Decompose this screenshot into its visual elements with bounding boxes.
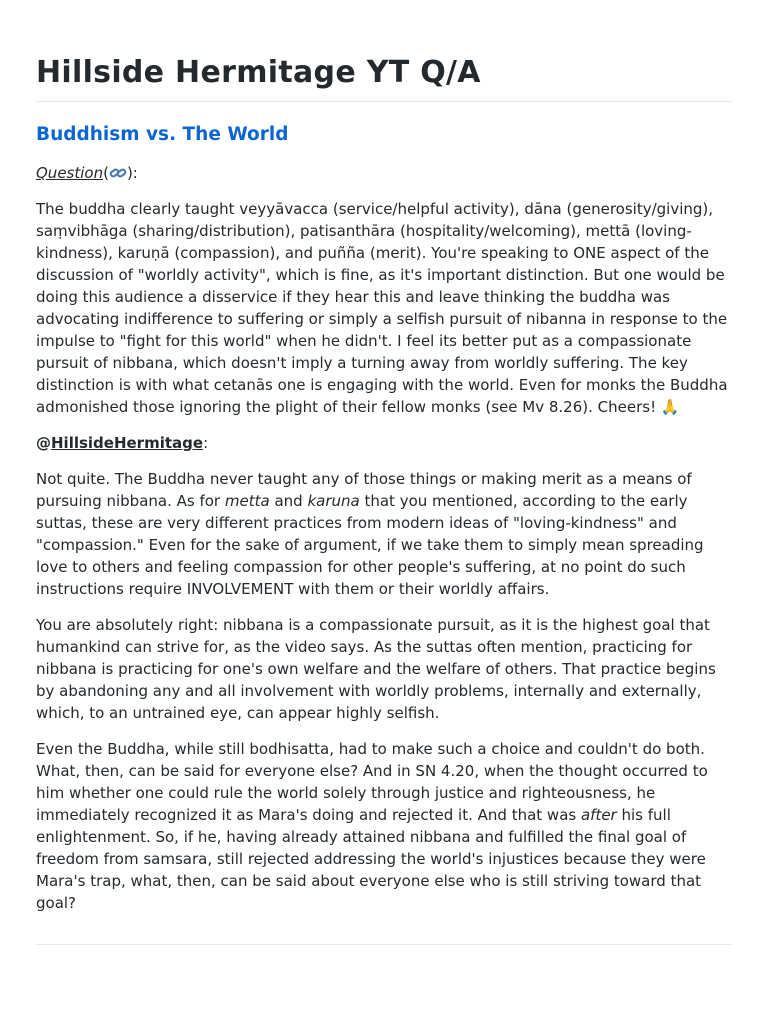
answer-paragraph-2: You are absolutely right: nibbana is a compassionate pursuit, as it is the highest goal that humankind can strive for, as the video says. As the suttas often mention, practicing for nibbana is practicing for one's own welfare and the welfare of others. That practice begins by abandoning any and all involvement with worldly problems, internally and externally, which, to an untrained eye, can appear highly selfish.: [36, 616, 716, 722]
title-divider: [36, 101, 732, 102]
answer-paragraph-1: [36, 468, 732, 600]
answer-p3-emphasis-after: after: [580, 806, 617, 824]
question-link[interactable]: Question: [36, 164, 104, 182]
handle-colon: :: [203, 434, 209, 452]
question-label-line: [36, 162, 732, 184]
handle-name[interactable]: HillsideHermitage: [51, 434, 204, 452]
question-text: The buddha clearly taught veyyāvacca (service/helpful activity), dāna (generosity/giving), saṃvibhāga (sharing/distribution), patisanthāra (hospitality/welcoming), mettā (loving-kindness), karuṇā (compassion), and puñña (merit). You're speaking to ONE aspect of the discussion of "worldly activity", which is fine, as it's important distinction. But one would be doing this audience a disservice if they hear this and leave thinking the buddha was advocating indifference to suffering or simply a selfish pursuit of nibanna in response to the impulse to "fight for this world" when he didn't. I feel its better put as a compassionate pursuit of nibbana, which doesn't imply a turning away from worldly suffering. The key distinction is with what cetanās one is engaging with the world. Even for monks the Buddha admonished those ignoring the plight of their fellow monks (see Mv 8.26). Cheers! 🙏: [36, 200, 728, 416]
answer-p1-text-b: and: [269, 492, 308, 510]
answer-p1-text-c: that you mentioned, according to the early suttas, these are very different practices from modern ideas of "loving-kindness" and "compassion." Even for the sake of argument, if we take them to simply mean spreading love to others and feeling compassion for other people's suffering, at no point do such instructions require INVOLVEMENT with them or their worldly affairs.: [36, 492, 704, 598]
answer-p1-emphasis-karuna: karuna: [307, 492, 360, 510]
question-paren-close: ):: [126, 164, 138, 182]
answer-p3-text-a: Even the Buddha, while still bodhisatta, had to make such a choice and couldn't do both. What, then, can be said for everyone else? And in SN 4.20, when the thought occurred to him whether one could rule the world solely through justice and righteousness, he immediately recognized it as Mara's doing and rejected it. And that was: [36, 740, 708, 824]
answer-p1-emphasis-metta: metta: [224, 492, 270, 510]
answer-handle[interactable]: [36, 434, 203, 452]
answer-handle-line: [36, 432, 732, 454]
question-paren-open: (: [103, 164, 109, 182]
answer-paragraph-3: [36, 738, 732, 914]
link-icon[interactable]: [109, 164, 127, 178]
bottom-divider: [36, 944, 732, 945]
answer-p1-text-a: Not quite. The Buddha never taught any of those things or making merit as a means of pursuing nibbana. As for: [36, 470, 692, 510]
site-title: Hillside Hermitage YT Q/A: [36, 55, 481, 90]
post-title[interactable]: Buddhism vs. The World: [36, 124, 289, 145]
handle-at: @: [36, 434, 51, 452]
answer-p3-text-b: his full enlightenment. So, if he, having already attained nibbana and fulfilled the final goal of freedom from samsara, still rejected addressing the world's injustices because they were Mara's trap, what, then, can be said about everyone else who is still striving toward that goal?: [36, 806, 706, 912]
